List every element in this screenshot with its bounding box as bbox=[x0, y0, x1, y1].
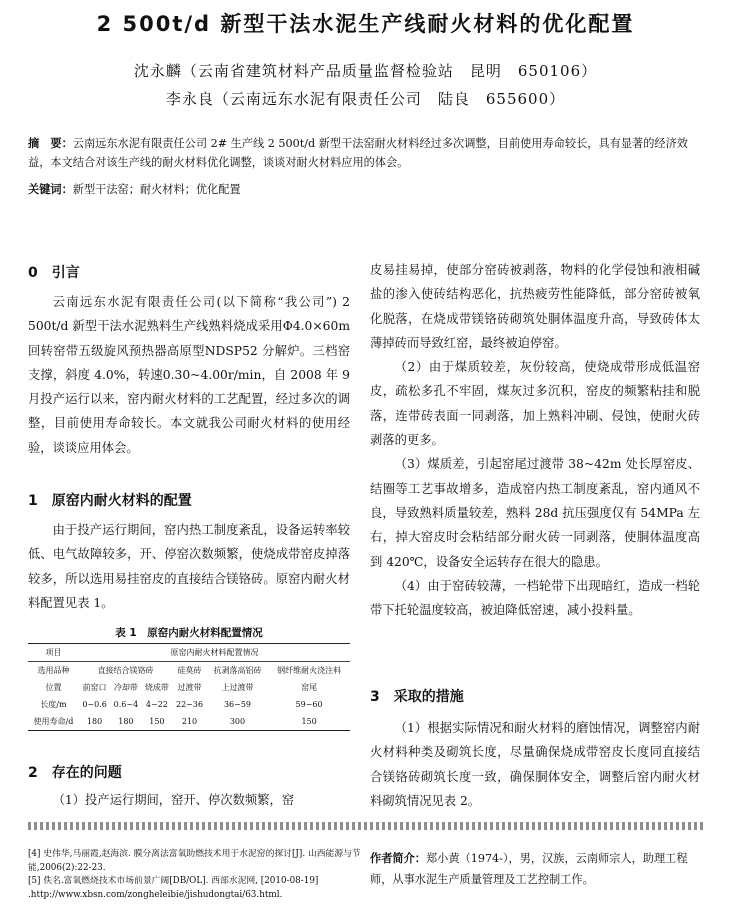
bio-label: 作者简介： bbox=[370, 852, 426, 865]
section-2-heading: 2 存在的问题 bbox=[28, 765, 122, 781]
table-header-project: 项目 bbox=[28, 644, 79, 662]
table-cell: 冷却带 bbox=[113, 683, 138, 692]
table-header-main: 原窑内耐火材料配置情况 bbox=[79, 644, 350, 662]
table-cell: 硅莫砖 bbox=[177, 666, 202, 675]
section-2-paragraph-1-start: （1）投产运行期间，窑开、停次数频繁，窑 bbox=[52, 793, 295, 807]
table-cell: 钢纤维耐火浇注料 bbox=[277, 666, 342, 675]
section-3-body bbox=[370, 716, 700, 813]
table-row-label: 选用品种 bbox=[37, 666, 70, 675]
table-cell: 0~0.6 bbox=[82, 700, 107, 709]
section-2-body-start bbox=[28, 788, 350, 812]
table-cell: 180 bbox=[110, 713, 141, 731]
section-0-body bbox=[28, 290, 350, 460]
author-line-1: 沈永麟（云南省建筑材料产品质量监督检验站 昆明 650106） bbox=[133, 62, 598, 80]
bio-text: 郑小黄（1974-），男，汉族，云南师宗人，助理工程师，从事水泥生产质量管理及工艺控制工作。 bbox=[370, 852, 688, 886]
table-cell: 上过渡带 bbox=[221, 683, 254, 692]
section-3-paragraph: （1）根据实际情况和耐火材料的磨蚀情况，调整窑内耐火材料种类及砌筑长度，尽量确保烧成带窑皮长度同直接结合镁铬砖砌筑长度一致，确保胴体安全，调整后窑内耐火材料砌筑情况见表 2。 bbox=[370, 721, 700, 808]
page-divider bbox=[28, 822, 703, 830]
table-cell: 烧成带 bbox=[144, 683, 169, 692]
section-1-heading: 1 原窑内耐火材料的配置 bbox=[28, 493, 192, 509]
table-cell: 前窑口 bbox=[82, 683, 107, 692]
section-1-paragraph: 由于投产运行期间，窑内热工制度紊乱，设备运转率较低、电气故障较多，开、停窑次数频繁，使烧成带窑皮掉落较多，所以选用易挂窑皮的直接结合镁铬砖。原窑内耐火材料配置见表 1。 bbox=[28, 523, 350, 610]
table-row-label: 长度/m bbox=[40, 700, 67, 709]
section-3-heading: 3 采取的措施 bbox=[370, 689, 464, 705]
section-0-paragraph: 云南远东水泥有限责任公司(以下简称“我公司”) 2 500t/d 新型干法水泥熟料生产线熟料烧成采用Φ4.0×60m 回转窑带五级旋风预热器高原型NDSP52 分解炉。三档窑支撑，斜度 4.0%，转速0.30~4.00r/min，自 2008 年 9 月投产运行以来，窑内耐火材料的工艺配置，经过多次的调整，目前使用寿命较长。本文就我公司耐火材料的使用经验，谈谈应用体会。 bbox=[28, 295, 350, 455]
table-row-label: 使用寿命/d bbox=[28, 713, 79, 731]
table-cell: 300 bbox=[207, 713, 268, 731]
section-2-paragraph-4: （4）由于窑砖较薄，一档轮带下出现暗红，造成一档轮带下托轮温度较高，被迫降低窑速，减小投料量。 bbox=[370, 578, 700, 618]
section-2-paragraph-2: （2）由于煤质较差，灰份较高，使烧成带形成低温窑皮，疏松多孔不牢固，煤灰过多沉积，窑皮的频繁粘挂和脱落，连带砖表面一同剥落，加上熟料冲刷、侵蚀，使耐火砖剥落的更多。 bbox=[370, 360, 700, 448]
table-cell: 窑尾 bbox=[301, 683, 318, 692]
keywords-label: 关键词： bbox=[28, 183, 73, 196]
abstract bbox=[28, 134, 700, 172]
table-1 bbox=[28, 643, 350, 731]
table-row-label: 位置 bbox=[45, 683, 62, 692]
abstract-label: 摘 要： bbox=[28, 137, 73, 150]
table-1-caption: 表 1 原窑内耐火材料配置情况 bbox=[115, 627, 263, 639]
keywords bbox=[28, 180, 700, 199]
table-cell: 59~60 bbox=[295, 700, 323, 709]
table-cell: 150 bbox=[268, 713, 350, 731]
table-cell: 22~36 bbox=[175, 700, 204, 709]
table-cell: 180 bbox=[79, 713, 110, 731]
table-cell: 4~22 bbox=[145, 700, 168, 709]
table-cell: 36~59 bbox=[223, 700, 252, 709]
table-cell: 抗剥落高铝砖 bbox=[213, 666, 262, 675]
section-2-body-cont bbox=[370, 258, 700, 622]
reference-item: [5] 佚名.富氧燃烧技术市场前景广阔[DB/OL]. 西部水泥网, [2010-08-19] .http://www.xbsn.com/zongheleibie/jishudongtai/63.html. bbox=[28, 876, 319, 900]
table-cell: 150 bbox=[142, 713, 173, 731]
table-cell: 0.6~4 bbox=[113, 700, 139, 709]
paper-title: 2 500t/d 新型干法水泥生产线耐火材料的优化配置 bbox=[96, 12, 635, 36]
table-cell: 过渡带 bbox=[177, 683, 202, 692]
table-cell: 210 bbox=[172, 713, 207, 731]
section-0-heading: 0 引言 bbox=[28, 265, 80, 281]
section-2-paragraph-3: （3）煤质差，引起窑尾过渡带 38~42m 处长厚窑皮、结圈等工艺事故增多，造成窑内热工制度紊乱，窑内通风不良，导致熟料质量较差，熟料 28d 抗压强度仅有 54MPa 左右，掉大窑皮时会粘结部分耐火砖一同剥落，使胴体温度高到 420℃，设备安全运转存在很大的隐患。 bbox=[370, 457, 700, 569]
reference-item: [4] 史伟华,马丽霞,赵海滨. 膜分离法富氧助燃技术用于水泥窑的探讨[J]. 山西能源与节能,2006(2):22-23. bbox=[28, 849, 361, 873]
author-line-2: 李永良（云南远东水泥有限责任公司 陆良 655600） bbox=[165, 90, 566, 108]
section-1-body bbox=[28, 518, 350, 615]
author-bio bbox=[370, 848, 700, 890]
abstract-text: 云南远东水泥有限责任公司 2# 生产线 2 500t/d 新型干法窑耐火材料经过多次调整，目前使用寿命较长，具有显著的经济效益，本文结合对该生产线的耐火材料优化调整，谈谈对耐火材料应用的体会。 bbox=[28, 137, 688, 169]
references bbox=[28, 848, 363, 902]
keywords-text: 新型干法窑；耐火材料；优化配置 bbox=[72, 183, 241, 196]
table-cell: 直接结合镁铬砖 bbox=[97, 666, 154, 675]
section-2-paragraph-1-cont: 皮易挂易掉，使部分窑砖被剥落，物料的化学侵蚀和液相碱盐的渗入使砖结构恶化，抗热疲劳性能降低，部分窑砖被氧化脱落，在烧成带镁铬砖砌筑处胴体温度升高，导致砖体太薄掉砖而导致红窑，最终被迫停窑。 bbox=[370, 263, 700, 350]
